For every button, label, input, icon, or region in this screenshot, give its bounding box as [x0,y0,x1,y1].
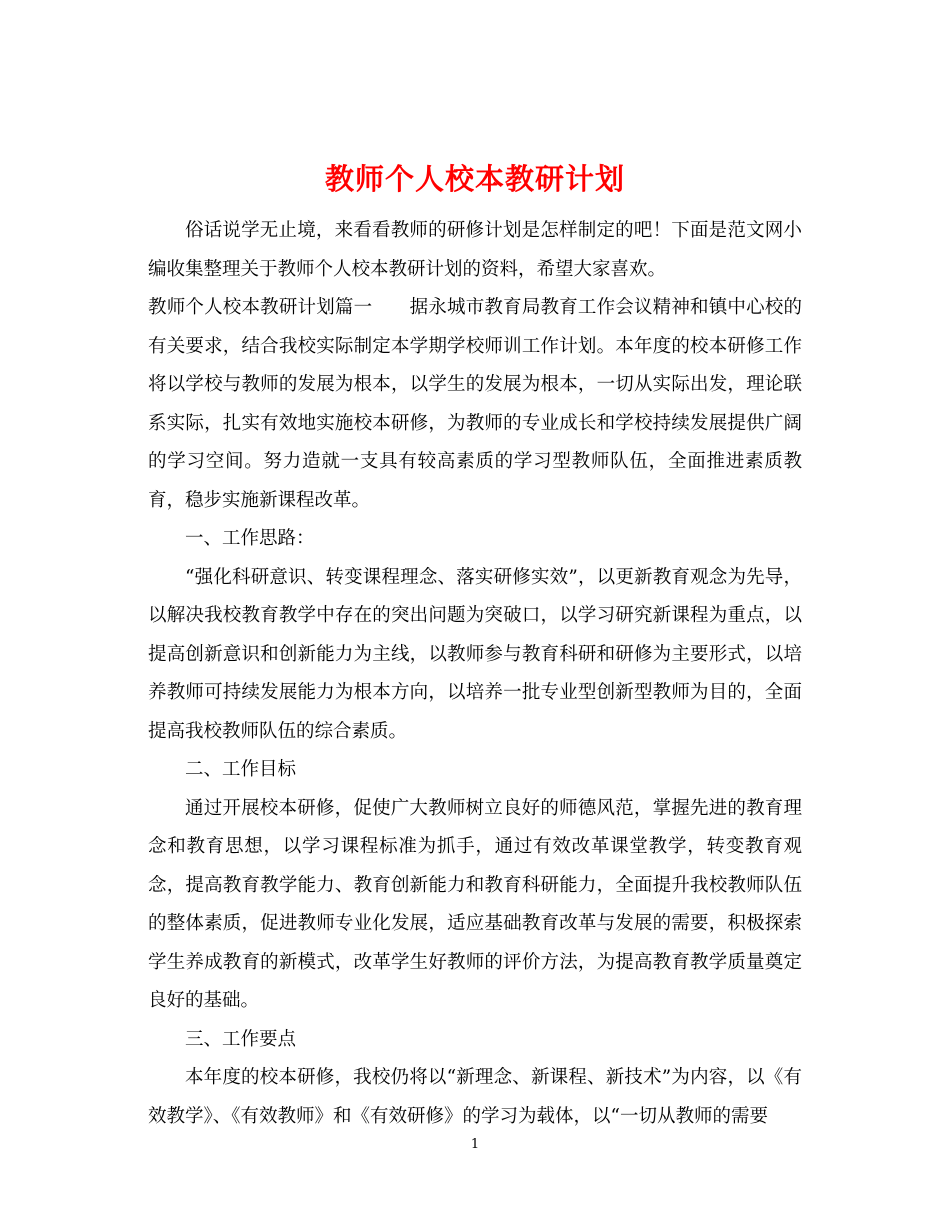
heading-work-ideas: 一、工作思路： [185,528,315,549]
intro-paragraph: 俗话说学无止境，来看看教师的研修计划是怎样制定的吧！下面是范文网小编收集整理关于教师个人校本教研计划的资料，希望大家喜欢。 [148,220,802,280]
document-title: 教师个人校本教研计划 [324,162,625,197]
heading-work-points: 三、工作要点 [185,1028,297,1050]
paragraph-work-points: 本年度的校本研修，我校仍将以“新理念、新课程、新技术”为内容，以《有效教学》、《有效教师》和《有效研修》的学习为载体，以“一切从教师的需要 [148,1067,802,1127]
heading-work-goals: 二、工作目标 [185,759,297,780]
document-body [148,212,802,1136]
page-number: 1 [470,1137,480,1152]
section-paragraph-plan-one: 教师个人校本教研计划篇一 据永城市教育局教育工作会议精神和镇中心校的有关要求，结合我校实际制定本学期学校师训工作计划。本年度的校本研修工作将以学校与教师的发展为根本，以学生的发展为根本，一切从实际出发，理论联系实际，扎实有效地实施校本研修，为教师的专业成长和学校持续发展提供广阔的学习空间。努力造就一支具有较高素质的学习型教师队伍，全面推进素质教育，稳步实施新课程改革。 [148,297,802,511]
paragraph-work-goals: 通过开展校本研修，促使广大教师树立良好的师德风范，掌握先进的教育理念和教育思想，以学习课程标准为抓手，通过有效改革课堂教学，转变教育观念，提高教育教学能力、教育创新能力和教育科研能力，全面提升我校教师队伍的整体素质，促进教师专业化发展，适应基础教育改革与发展的需要，积极探索学生养成教育的新模式，改革学生好教师的评价方法，为提高教育教学质量奠定良好的基础。 [148,797,802,1011]
paragraph-work-ideas: “强化科研意识、转变课程理念、落实研修实效”，以更新教育观念为先导，以解决我校教育教学中存在的突出问题为突破口，以学习研究新课程为重点，以提高创新意识和创新能力为主线，以教师参与教育科研和研修为主要形式，以培养教师可持续发展能力为根本方向，以培养一批专业型创新型教师为目的，全面提高我校教师队伍的综合素质。 [148,566,802,742]
